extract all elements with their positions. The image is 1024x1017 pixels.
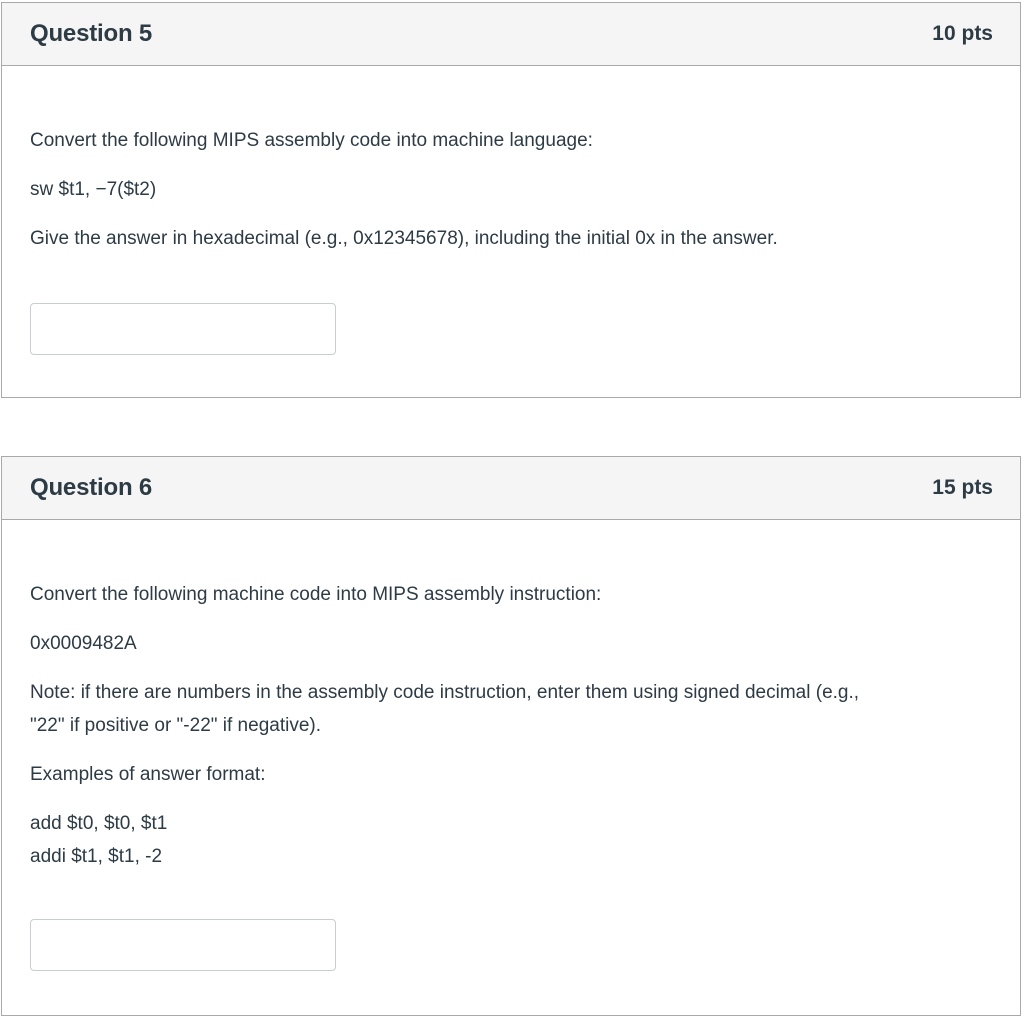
question-code: sw $t1, −7($t2) [30,179,157,200]
question-6-card [1,456,1021,1016]
question-body [2,520,1020,873]
question-note-line-2: "22" if positive or "-22" if negative). [30,715,322,736]
question-code: 0x0009482A [30,633,137,654]
question-text [30,520,993,873]
example-answer-1: add $t0, $t0, $t1 [30,813,168,834]
question-prompt: Convert the following MIPS assembly code into machine language: [30,130,593,151]
question-5-card [1,2,1021,398]
example-answer-2: addi $t1, $t1, -2 [30,846,163,867]
question-points: 15 pts [932,476,993,499]
question-header [2,457,1020,520]
question-note-line-1: Note: if there are numbers in the assembly code instruction, enter them using signed decimal (e.g., [30,682,860,703]
examples-label: Examples of answer format: [30,764,266,785]
question-text [30,66,993,255]
question-body [2,66,1020,255]
question-instruction: Give the answer in hexadecimal (e.g., 0x12345678), including the initial 0x in the answer. [30,228,778,249]
question-points: 10 pts [932,22,993,45]
question-header [2,3,1020,66]
question-title: Question 6 [30,474,153,501]
answer-input[interactable] [30,303,336,355]
answer-input[interactable] [30,919,336,971]
question-prompt: Convert the following machine code into MIPS assembly instruction: [30,584,602,605]
question-title: Question 5 [30,20,153,47]
